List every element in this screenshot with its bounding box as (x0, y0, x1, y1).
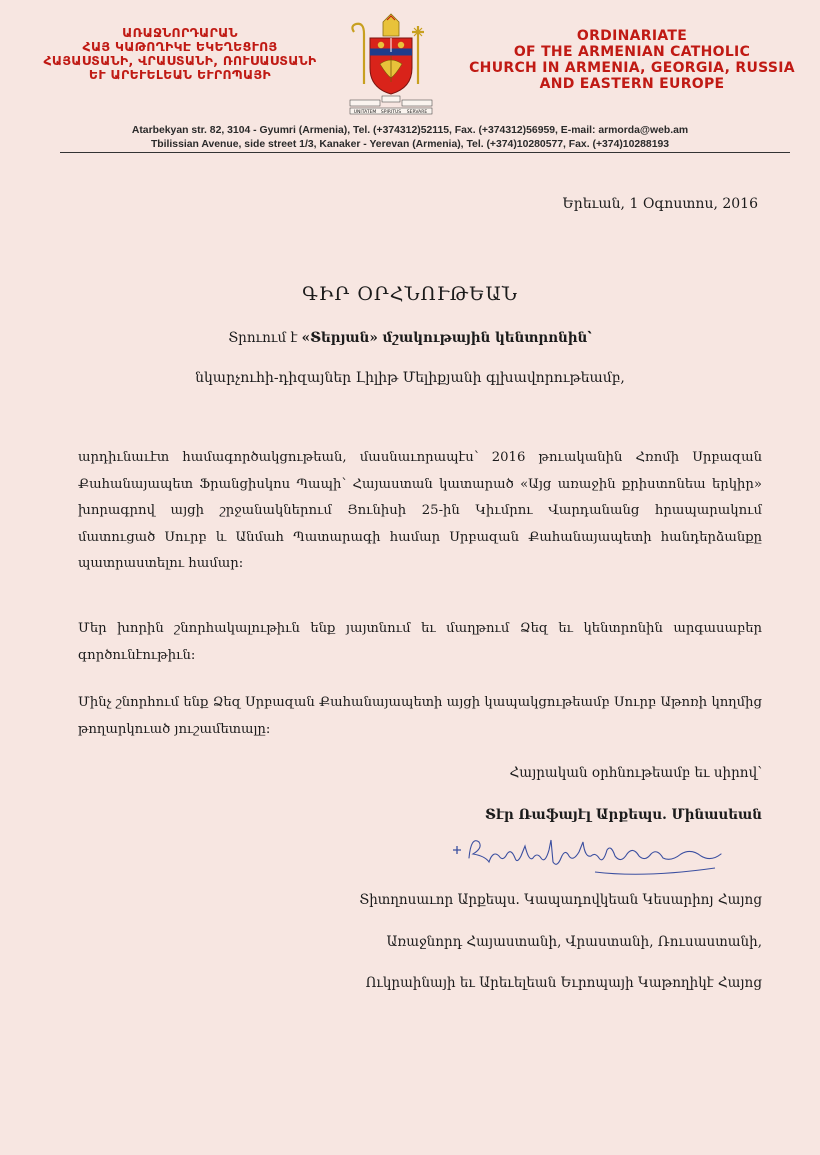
recipient-name: «Տերյան» մշակութային կենտրոնին՝ (301, 330, 592, 346)
letter-date: Երեւան, 1 Օգոստոս, 2016 (562, 196, 758, 212)
signatory-title-line-2: Առաջնորդ Հայաստանի, Վրաստանի, Ռուսաստանի, (386, 934, 762, 950)
signatory-title-line-3: Ուկրաինայի եւ Արեւելեան Եւրոպայի Կաթողիկէ Հայոց (365, 975, 762, 991)
handwritten-signature (445, 828, 745, 888)
recipient-line (0, 330, 820, 346)
body-paragraph-1: արդիւնաւէտ համագործակցութեան, մասնաւորապէս՝ 2016 թուականին Հռոմի Սրբազան Քահանայապետ Ֆրանցիսկոս Պապի՝ Հայաստան կատարած «Այց առաջին քրիստոնեա երկիր» խորագրով այցի շրջանակներում Յունիսի 25-ին Կիւմրու Վարդանանց հրապարակում մատուցած Սուրբ և Անմահ Պատարագի համար Սրբազան Քահանայապետի հանդերձանքը պատրաստելու համար։ (78, 450, 762, 571)
address-yerevan: Tbilissian Avenue, side street 1/3, Kanaker - Yerevan (Armenia), Tel. (+374)10280577, Fax. (+374)10288193 (150, 139, 670, 150)
emblem-caption-1: UNITATEM (353, 110, 377, 115)
letterhead-divider (60, 152, 790, 153)
recipient-prefix: Տրուում է (228, 330, 302, 346)
letterhead-address (60, 124, 760, 152)
letterhead-right-line: AND EASTERN EUROPE (539, 76, 725, 92)
letterhead-left-line: ՀԱՅ ԿԱԹՈՂԻԿԷ ԵԿԵՂԵՑՒՈՅ (82, 39, 278, 54)
letter-title: ԳԻՐ ՕՐՀՆՈՒԹԵԱՆ (302, 283, 518, 305)
body-paragraph-3: Մինչ շնորհում ենք Ձեզ Սրբազան Քահանայապետի այցի կապակցութեամբ Սուրբ Աթոռի կողմից թողարկուած յուշամետալը։ (78, 695, 762, 737)
letterhead-left-line: ՀԱՅԱՍՏԱՆԻ, ՎՐԱՍՏԱՆԻ, ՌՈՒՍԱՍՏԱՆԻ (43, 53, 317, 68)
emblem-caption-2: SPIRITUS (380, 110, 402, 115)
signatory-title-line-1: Տիտղոսաւոր Արքեպս. Կապադովկեան Կեսարիոյ Հայոց (359, 892, 762, 908)
emblem-caption-3: SERVARE (406, 110, 428, 115)
letterhead-armenian-name (30, 26, 330, 82)
recipient-leader-line: նկարչուհի-դիզայներ Լիլիթ Մելիքյանի գլխավորութեամբ, (195, 370, 625, 386)
letterhead-left-line: ԱՌԱՋՆՈՐԴԱՐԱՆ (122, 25, 238, 40)
letterhead-right-line: CHURCH IN ARMENIA, GEORGIA, RUSSIA (469, 60, 795, 76)
closing-line: Հայրական օրհնութեամբ եւ սիրով՝ (509, 765, 762, 781)
letterhead-english-name (462, 28, 802, 92)
coat-of-arms-emblem (336, 12, 446, 120)
letterhead-left-line: ԵՒ ԱՐԵՒԵԼԵԱՆ ԵՒՐՈՊԱՅԻ (88, 67, 272, 82)
letterhead-right-line: ORDINARIATE (576, 28, 688, 44)
signatory-name: Տէր Ռաֆայէլ Արքեպս. Մինասեան (484, 807, 762, 823)
letterhead-right-line: OF THE ARMENIAN CATHOLIC (513, 44, 751, 60)
address-gyumri: Atarbekyan str. 82, 3104 - Gyumri (Armenia), Tel. (+374312)52115, Fax. (+374312)56959, E-mail: armorda@web.am (131, 125, 689, 136)
body-paragraph-2: Մեր խորին շնորհակալութիւն ենք յայտնում եւ մաղթում Ձեզ եւ կենտրոնին արգասաբեր գործունէութիւն։ (78, 621, 762, 663)
